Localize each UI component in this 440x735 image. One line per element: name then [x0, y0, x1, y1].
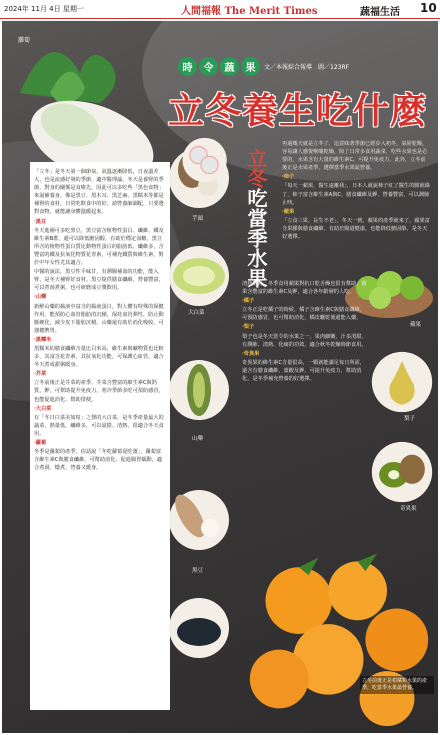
subheading: ‧柿子: [282, 174, 295, 181]
paragraph: 清熱解渴，冬季食用蘋果對抗口乾舌燥也很有幫助，蘋果含豐富的維生素C及鉀，適合各年齡層的人吃。: [242, 281, 367, 296]
paragraph: 奇異果的維生素C含量很高，一顆就能滿足每日所需，還含有膳食纖維、葉酸及鉀，可提升免疫力，幫助消化，是冬季補充營養的好選擇。: [242, 359, 365, 383]
season-char: 果: [241, 57, 260, 76]
paragraph: 中醫的說法，黑豆性平味甘，有潤腸補血的功能，能入腎，是冬天補腎好食材。黑豆提供膳食纖維，營養豐富，可以煮湯煮粥，也可研磨成豆漿飲用。: [34, 269, 164, 292]
newspaper-logo: 人間福報 The Merit Times: [181, 6, 318, 17]
subheading: ‧黑豆: [34, 218, 47, 225]
paragraph: 梨子也是冬天當令的水果之一，果肉細嫩，汁多清甜，有潤肺、清熱、化痰的功效，適合秋冬乾燥時節食用。: [242, 333, 367, 348]
headline: 立冬養生吃什麼: [168, 90, 428, 132]
season-char: 蔬: [220, 57, 239, 76]
subheading: ‧蘋果: [282, 208, 295, 215]
paragraph: 立冬正是吃橘子的時候，橘子含維生素C與膳食纖維，可預防感冒，也可幫助消化，橘皮曬乾後還能入藥。: [242, 307, 365, 322]
paragraph: 「立食三果，長生不老」，冬天一到，蘋果的產季就來了，蘋果富含果膠與膳食纖維，有助於腸道健康，也能降低膽固醇，是冬天好選擇。: [282, 217, 430, 241]
season-char: 時: [178, 57, 197, 76]
subheading: ‧梨子: [242, 324, 255, 331]
left-article-body: [34, 168, 166, 473]
paragraph: 新鮮山藥的黏液中富含的黏液蛋白，對人體有特殊的保健作用，能預防心血管脂肪的沉積，保持血管彈性，防止動脈硬化，減少皮下脂肪沉積。山藥還有助於消化吸收，可強健脾胃。: [34, 303, 164, 334]
fruit-label: 蘋果: [410, 322, 422, 328]
paragraph: 有「冬日白菜美如筍」之譽的大白菜，是冬季產量最大的蔬菜，熱量低、纖維多，可以滋陰、清熱，很適合冬天食用。: [34, 414, 164, 437]
subheading: ‧黑糯米: [34, 336, 52, 343]
vegetable-label: 黑豆: [192, 568, 204, 574]
subheading: ‧山藥: [34, 294, 47, 301]
vertical-title-white: 吃當季水果: [244, 188, 268, 288]
orange-illustration: [240, 530, 436, 730]
issue-date: 2024年 11月 4日 星期一: [4, 5, 84, 13]
vertical-title: [245, 148, 271, 288]
paragraph: 「每天一蘋果，醫生遠離我」，日本人就說柿子紅了醫生的臉就綠了，柿子富含維生素A與C、膳食纖維及鉀，營養豐富，可以潤肺止咳。: [282, 183, 430, 206]
subheading: ‧奇異果: [242, 350, 260, 357]
right-article-body: [282, 140, 430, 242]
vegetable-label: 芋頭: [192, 216, 204, 222]
page-header: [0, 0, 440, 19]
season-char: 令: [199, 57, 218, 76]
vertical-title-red: 立冬: [244, 148, 268, 188]
subheading: ‧大白菜: [34, 405, 52, 412]
byline: 文／本報綜合報導 圖／123RF: [264, 64, 350, 71]
paragraph: 立冬前後正是芥菜的產季，芥菜含豐富的維生素C與鈣質、鉀，可幫助提升免疫力，寒冷季節多吃可預防感冒，也能促進消化、幫助排便。: [34, 380, 164, 403]
section-title: 蔬福生活: [360, 7, 400, 18]
pear-illustration: [370, 350, 434, 414]
paragraph: 冬天進補可多吃黑豆，黑豆富含植物性蛋白、纖維、鐵及維生素B群，還可以降低膽固醇，有助於穩定血糖。黑豆所含的植物性蛋白質比動物性蛋白的脂肪低、纖維多，含豐富的鐵及抗氧化物質花青素，可補充鐵質與維生素，對於中年女性尤其適合。: [34, 227, 164, 267]
subheading: ‧蘿蔔: [34, 440, 47, 446]
right-article-body-2: [242, 280, 370, 384]
paragraph: 黑糯米的膳食纖維含量比白米高，維生素與礦物質也比較多，其富含花青素，具抗氧化功能，可保護心血管，適合冬天煮成甜粥暖身。: [34, 345, 164, 369]
paragraph: 冬季是蘿蔔的產季，俗話說「冬吃蘿蔔夏吃薑」，蘿蔔富含維生素C與膳食纖維，可幫助消化、促進腸胃蠕動，適合煮湯、燉煮，營養又暖身。: [34, 449, 163, 472]
radish-label: 蘿蔔: [18, 37, 31, 44]
season-tag: [178, 57, 260, 76]
subheading: ‧橘子: [242, 298, 255, 305]
subheading: ‧芥菜: [34, 371, 47, 378]
photo-caption: 立冬前後正是柑橘類水果的產季，吃當季水果最營養。: [360, 676, 434, 694]
paragraph: 「立冬」是冬天第一個節氣，氣溫逐漸降低，日夜溫差大，也是流感好發的季節，適中醫理論，冬天是養腎的季節，對身的關係是食療先，因此可以多吃些「黑色食物」來滋補養身，像是黑豆、黑木耳、黑芝麻、黑糯米等都是補腎的食材，日常吃飲食中的好，請營養師調配，只要選對食物，就能讓身體溫暖起來。: [34, 169, 164, 216]
paragraph: 再過幾天就是立冬了，這意味著季節已經步入初冬，氣候乾燥，容易讓人感覺喉嚨乾燥，除了日常多食用蔬菜，吃些水果也是必要的，水果含有大量的維生素C，可提升免疫力，此外，立冬前後正是水果產季，選擇當季水果最營養。: [282, 141, 428, 172]
fruit-label: 奇異果: [400, 506, 417, 512]
vegetable-label: 山藥: [192, 436, 204, 442]
page-number: 10: [420, 1, 437, 15]
fruit-label: 梨子: [404, 416, 416, 422]
kiwi-illustration: [370, 440, 434, 504]
vegetable-label: 大白菜: [188, 310, 205, 316]
